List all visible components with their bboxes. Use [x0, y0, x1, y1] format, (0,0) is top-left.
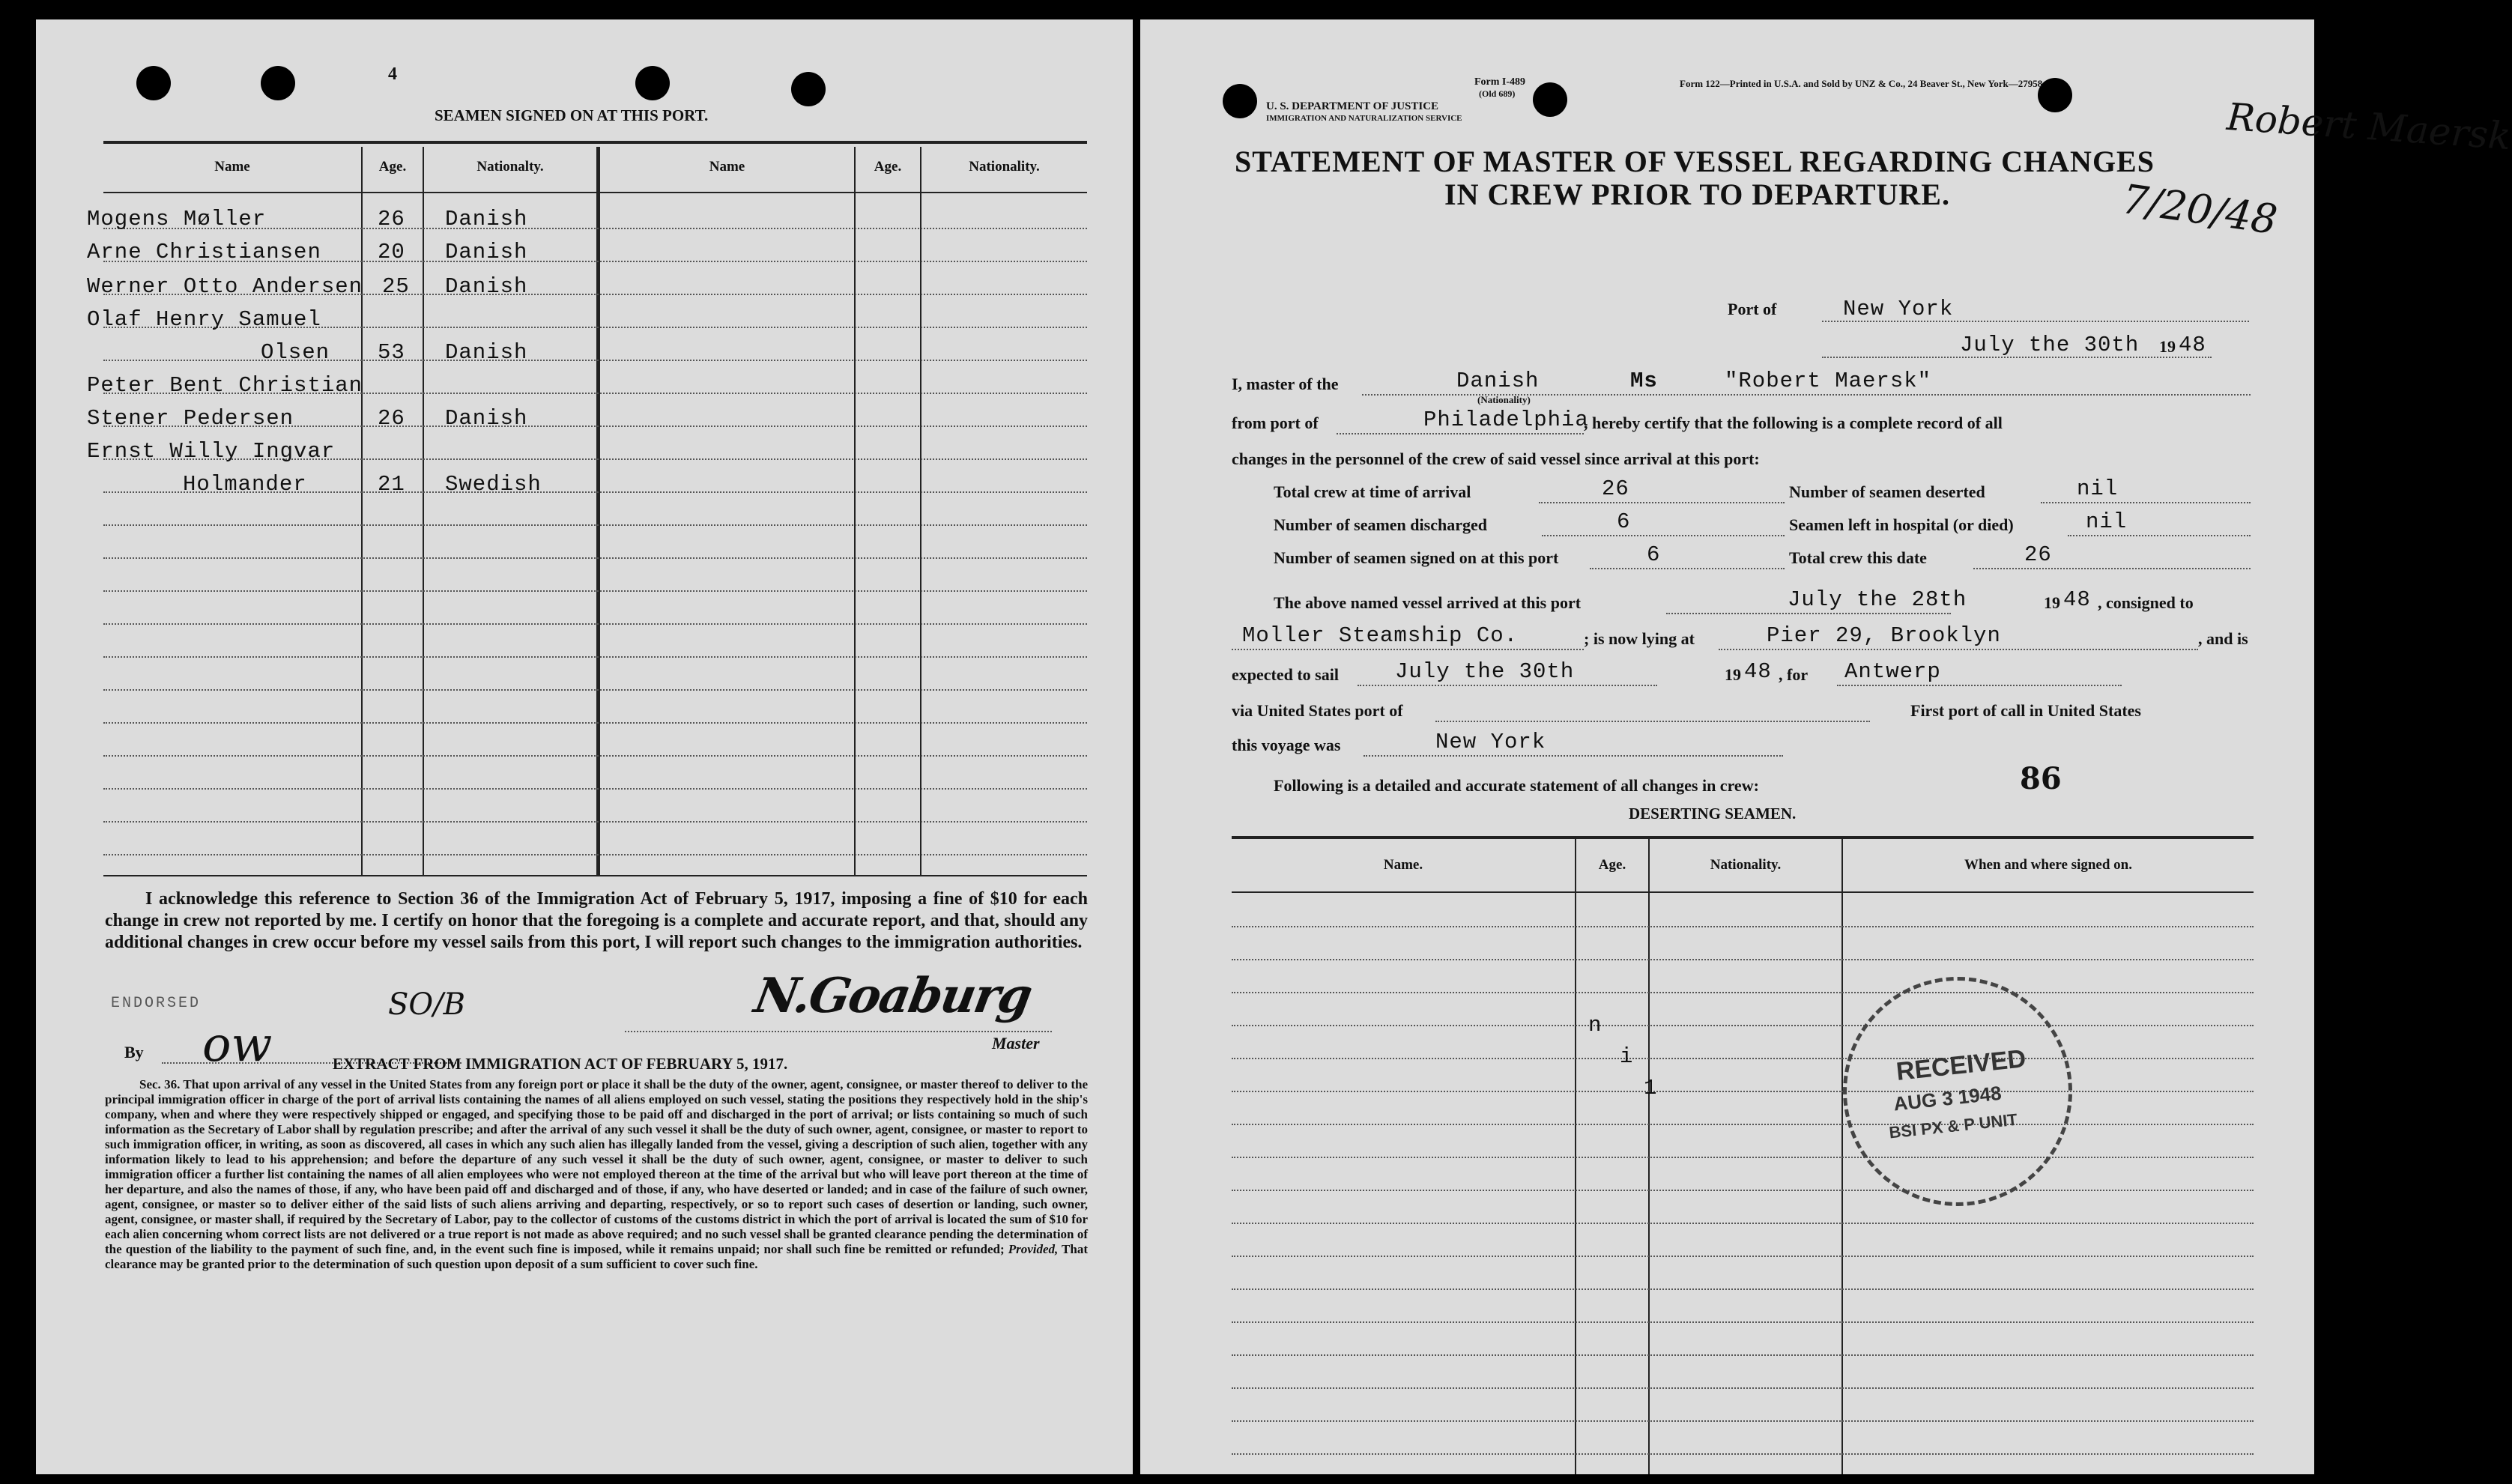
extract-body	[105, 1077, 1088, 1272]
punch-hole	[261, 66, 295, 100]
page-number: 4	[388, 64, 397, 84]
first-port-label: First port of call in United States	[1910, 701, 2141, 720]
form-title-line2: IN CREW PRIOR TO DEPARTURE.	[1444, 178, 1950, 211]
via-label: via United States port of	[1232, 701, 1403, 720]
total-crew-date-line	[1973, 568, 2251, 569]
total-crew-date-value: 26	[2024, 542, 2052, 567]
handwritten-notation: SO/B	[388, 987, 466, 1022]
deserting-header-age: Age.	[1598, 857, 1626, 873]
vessel-type: Ms	[1630, 369, 1658, 393]
master-label: Master	[992, 1034, 1040, 1053]
signed-on-value: 6	[1647, 542, 1661, 567]
port-of-label: Port of	[1728, 300, 1777, 318]
for-label: , for	[1779, 665, 1809, 684]
handwritten-initials: ow	[202, 1017, 273, 1073]
discharged-line	[1542, 535, 1785, 536]
seaman-name: Holmander	[183, 472, 307, 497]
arrived-date: July the 28th	[1788, 587, 1967, 612]
column-divider	[596, 147, 600, 875]
department: U. S. DEPARTMENT OF JUSTICE	[1266, 100, 1439, 112]
voyage-port: New York	[1435, 730, 1546, 754]
lying-at-value: Pier 29, Brooklyn	[1767, 623, 2001, 648]
destination-value: Antwerp	[1844, 659, 1941, 684]
received-stamp-text: RECEIVED AUG 3 1948 BSI PX & P UNIT	[1888, 1044, 2028, 1142]
left-page	[36, 19, 1133, 1474]
seaman-age: 53	[378, 340, 405, 365]
vessel-name: "Robert Maersk"	[1725, 369, 1932, 393]
seaman-name: Olsen	[261, 340, 330, 365]
date-value: July the 30th	[1960, 333, 2140, 357]
seaman-age: 20	[378, 240, 405, 264]
total-crew-arrival-label: Total crew at time of arrival	[1274, 482, 1471, 501]
mark: n	[1588, 1013, 1602, 1038]
seaman-nationality: Swedish	[445, 472, 542, 497]
seaman-name: Ernst Willy Ingvar	[87, 439, 336, 464]
certify-text: , hereby certify that the following is a complete record of all	[1584, 414, 2003, 432]
total-crew-date-label: Total crew this date	[1789, 548, 1927, 567]
seaman-name: Stener Pedersen	[87, 406, 294, 431]
column-header-nationality: Nationalty.	[476, 159, 544, 175]
arrived-year-prefix: 19	[2044, 593, 2060, 612]
handwritten-date: 7/20/48	[2119, 175, 2281, 244]
lying-line	[1719, 649, 2198, 650]
consignee-line	[1232, 649, 1584, 650]
destination-line	[1837, 685, 2122, 686]
deserting-title: DESERTING SEAMEN.	[1629, 805, 1797, 823]
seaman-name: Peter Bent Christian	[87, 373, 363, 398]
lying-label: ; is now lying at	[1584, 629, 1695, 648]
column-divider	[854, 147, 856, 875]
year-prefix: 19	[2159, 337, 2176, 356]
sail-year-prefix: 19	[1725, 665, 1741, 684]
sail-year: 48	[1744, 659, 1772, 684]
seaman-nationality: Danish	[445, 340, 528, 365]
total-crew-arrival: 26	[1602, 476, 1629, 501]
signed-on-label: Number of seamen signed on at this port	[1274, 548, 1559, 567]
punch-hole	[1533, 82, 1567, 117]
arrived-label: The above named vessel arrived at this port	[1274, 593, 1582, 612]
arrived-line	[1666, 613, 1951, 614]
deserted-value: nil	[2077, 476, 2119, 501]
extract-title: EXTRACT FROM IMMIGRATION ACT OF FEBRUARY 5, 1917.	[333, 1055, 788, 1073]
seaman-nationality: Danish	[445, 274, 528, 299]
punch-hole	[2038, 78, 2072, 112]
section-title: SEAMEN SIGNED ON AT THIS PORT.	[435, 106, 709, 124]
from-port-line	[1337, 433, 1584, 434]
deserted-label: Number of seamen deserted	[1789, 482, 1985, 501]
column-header-nationality: Nationality.	[969, 159, 1040, 175]
port-of-value: New York	[1843, 297, 1954, 321]
nationality-value: Danish	[1456, 369, 1540, 393]
total-crew-arrival-line	[1539, 502, 1785, 503]
hospital-line	[2068, 535, 2251, 536]
seaman-nationality: Danish	[445, 406, 528, 431]
hospital-label: Seamen left in hospital (or died)	[1789, 515, 2014, 534]
form-old: (Old 689)	[1479, 88, 1516, 99]
seaman-age: 26	[378, 207, 405, 231]
this-voyage-label: this voyage was	[1232, 736, 1341, 754]
hospital-value: nil	[2086, 509, 2128, 534]
master-signature-line	[625, 1031, 1052, 1032]
deserted-line	[2041, 502, 2251, 503]
seaman-nationality: Danish	[445, 207, 528, 231]
table-bottom-rule	[103, 875, 1087, 876]
handwritten-number: 86	[2020, 761, 2062, 796]
seaman-name: Arne Christiansen	[87, 240, 321, 264]
printer-line: Form 122—Printed in U.S.A. and Sold by UNZ & Co., 24 Beaver St., New York—27958	[1680, 78, 2043, 89]
nationality-caption: (Nationality)	[1477, 394, 1531, 405]
arrived-year: 48	[2063, 587, 2091, 612]
seaman-name: Olaf Henry Samuel	[87, 307, 321, 332]
seaman-name: Mogens Møller	[87, 207, 267, 231]
by-label: By	[124, 1043, 144, 1061]
from-port-label: from port of	[1232, 414, 1319, 432]
table-top-rule	[103, 141, 1087, 144]
column-divider	[361, 147, 363, 875]
extract-provided: Provided,	[1008, 1242, 1059, 1256]
via-line	[1435, 721, 1870, 722]
punch-hole	[791, 72, 826, 106]
table-header-rule	[103, 192, 1087, 193]
endorsed-stamp: ENDORSED	[111, 995, 202, 1012]
right-page	[1140, 19, 2512, 1474]
seaman-nationality: Danish	[445, 240, 528, 264]
discharged-label: Number of seamen discharged	[1274, 515, 1487, 534]
from-port-value: Philadelphia	[1423, 408, 1589, 432]
column-header-age: Age.	[874, 159, 902, 175]
voyage-line	[1364, 755, 1783, 757]
deserting-header-name: Name.	[1383, 857, 1423, 873]
deserting-header-nationality: Nationality.	[1710, 857, 1782, 873]
deserting-table-header-rule	[1232, 891, 2254, 893]
table-row	[87, 207, 266, 231]
following-text: Following is a detailed and accurate statement of all changes in crew:	[1274, 776, 1759, 795]
sail-date: July the 30th	[1395, 659, 1575, 684]
punch-hole	[136, 66, 171, 100]
punch-hole	[1223, 84, 1257, 118]
form-id: Form I-489	[1474, 76, 1526, 88]
column-divider	[920, 147, 921, 875]
and-is-text: , and is	[2198, 629, 2248, 648]
column-header-name: Name	[214, 159, 250, 175]
column-header-age: Age.	[378, 159, 407, 175]
seaman-age: 25	[382, 274, 410, 299]
punch-hole	[635, 66, 670, 100]
deserting-header-signed-on: When and where signed on.	[1964, 857, 2132, 873]
master-of-label: I, master of the	[1232, 375, 1339, 393]
consigned-label: , consigned to	[2098, 593, 2194, 612]
sail-date-line	[1358, 685, 1657, 686]
year-value: 48	[2179, 333, 2206, 357]
column-divider	[423, 147, 424, 875]
seaman-age: 21	[378, 472, 405, 497]
master-signature: N.Goaburg	[750, 968, 1035, 1024]
service: IMMIGRATION AND NATURALIZATION SERVICE	[1266, 114, 1462, 123]
seaman-name: Werner Otto Andersen	[87, 274, 363, 299]
discharged-value: 6	[1617, 509, 1631, 534]
extract-section: Sec. 36.	[139, 1077, 181, 1091]
mark: 1	[1644, 1076, 1658, 1100]
signed-on-line	[1590, 568, 1785, 569]
form-title: STATEMENT OF MASTER OF VESSEL REGARDING CHANGES	[1235, 145, 2155, 178]
extract-text: That upon arrival of any vessel in the United States from any foreign port or place it shall be the duty of the owner, agent, consignee, or master thereof to deliver to the principal immigration officer in charge of the port of arrival lists containing the names of all aliens employed on such vessel, stating the positions they respectively hold in the ship's company, when and where they were respectively shipped or engaged, and specifying those to be paid off and discharged in the port of arrival; or lists containing so much of such information as the Secretary of Labor shall by regulation prescribe; and after the arrival of any such vessel it shall be the duty of such owner, agent, consignee, or master to report to such immigration officer, in writing, as soon as discovered, all cases in which any such alien has illegally landed from the vessel, giving a description of such alien, together with any information likely to lead to his apprehension; and before the departure of any such vessel it shall be the duty of such owner, agent, consignee, or master to deliver to such immigration officer a further list containing the names of all alien employees who were not employed thereon at the time of the arrival but who will leave port thereon at the time of her departure, and also the names of those, if any, who have been paid off and discharged and of those, if any, who have deserted or landed; and in case of the failure of such owner, agent, consignee, or master so to deliver either of the said lists of such aliens arriving and departing, respectively, or so to report such cases of desertion or landing, such owner, agent, consignee, or master shall, if required by the Secretary of Labor, pay to the collector of customs of the customs district in which the port of arrival is located the sum of $10 for each alien concerning whom correct lists are not delivered or a true report is not made as above required; and no such vessel shall be granted clearance pending the determination of the question of the liability to the payment of such fine, and, in the event such fine is imposed, while it remains unpaid; nor shall such fine be remitted or refunded;	[105, 1077, 1088, 1256]
mark: i	[1620, 1044, 1634, 1069]
column-header-name: Name	[709, 159, 745, 175]
deserting-table-top	[1232, 836, 2254, 839]
acknowledgement-text: I acknowledge this reference to Section 36 of the Immigration Act of February 5, 1917, imposing a fine of $10 for each change in crew not reported by me. I certify on honor that the foregoing is a complete and accurate report, and that, should any additional changes in crew occur before my vessel sails from this port, I will report such changes to the immigration authorities.	[105, 889, 1088, 952]
expected-label: expected to sail	[1232, 665, 1339, 684]
changes-text: changes in the personnel of the crew of said vessel since arrival at this port:	[1232, 449, 1760, 468]
extract-end: That clearance may be granted prior to the determination of such question upon deposit of a sum sufficient to cover such fine.	[105, 1242, 1089, 1271]
consignee-value: Moller Steamship Co.	[1242, 623, 1519, 648]
seaman-age: 26	[378, 406, 405, 431]
handwritten-vessel-name: Robert Maersk	[2225, 94, 2512, 159]
